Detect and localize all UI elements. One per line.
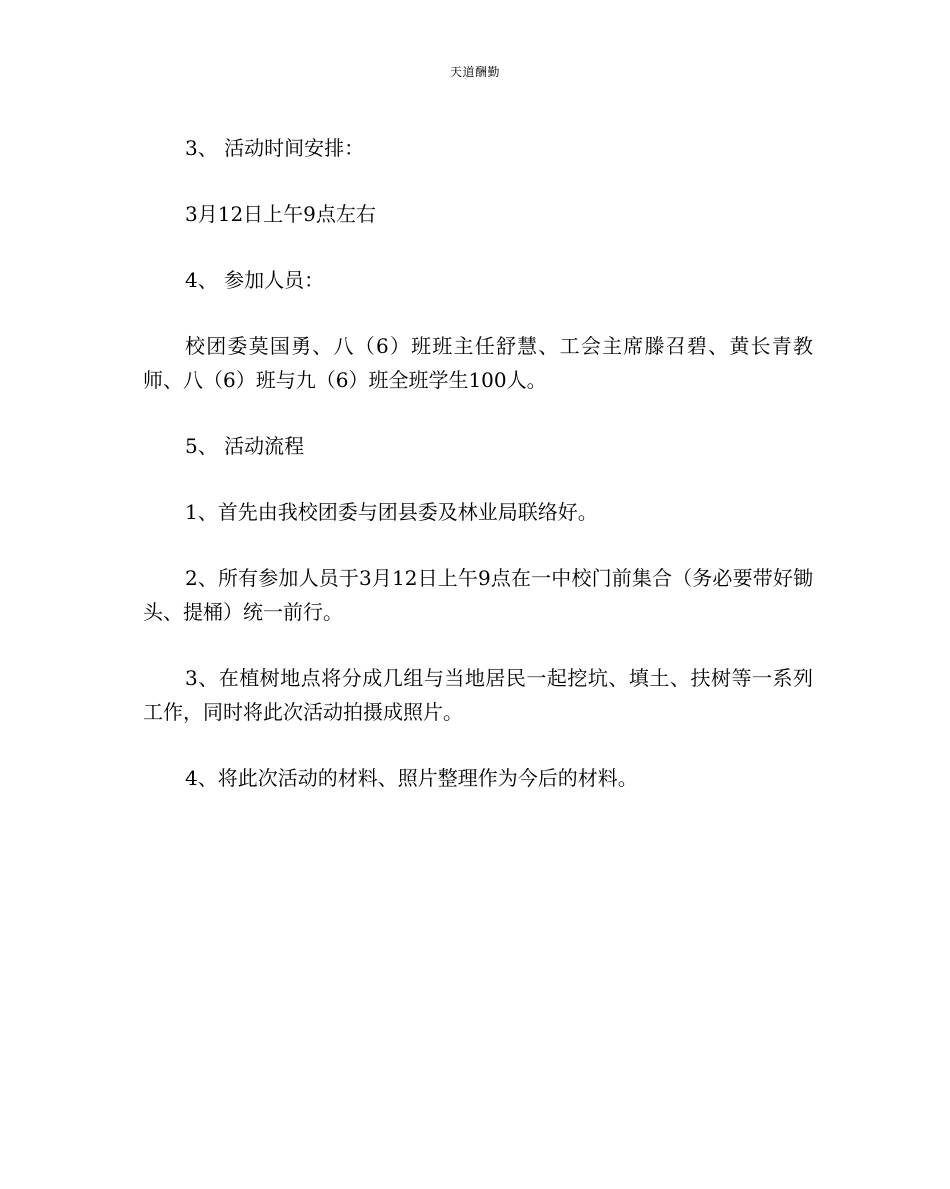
process-step-3: 3、在植树地点将分成几组与当地居民一起挖坑、填土、扶树等一系列工作，同时将此次活动拍摄成照片。 (143, 666, 813, 724)
document-body (143, 131, 813, 827)
section-heading-schedule: 3、 活动时间安排： (185, 136, 365, 160)
process-step-1: 1、首先由我校团委与团县委及林业局联络好。 (185, 500, 598, 524)
section-heading-process: 5、 活动流程 (185, 434, 305, 458)
process-step-2: 2、所有参加人员于3月12日上午9点在一中校门前集合（务必要带好锄头、提桶）统一前行。 (143, 566, 813, 624)
page-header: 天道酬勤 (449, 65, 500, 79)
schedule-detail: 3月12日上午9点左右 (185, 202, 376, 226)
section-heading-participants: 4、 参加人员： (185, 268, 325, 292)
participants-detail: 校团委莫国勇、八（6）班班主任舒慧、工会主席滕召碧、黄长青教师、八（6）班与九（6）班全班学生100人。 (143, 334, 813, 392)
process-step-4: 4、将此次活动的材料、照片整理作为今后的材料。 (185, 766, 638, 790)
